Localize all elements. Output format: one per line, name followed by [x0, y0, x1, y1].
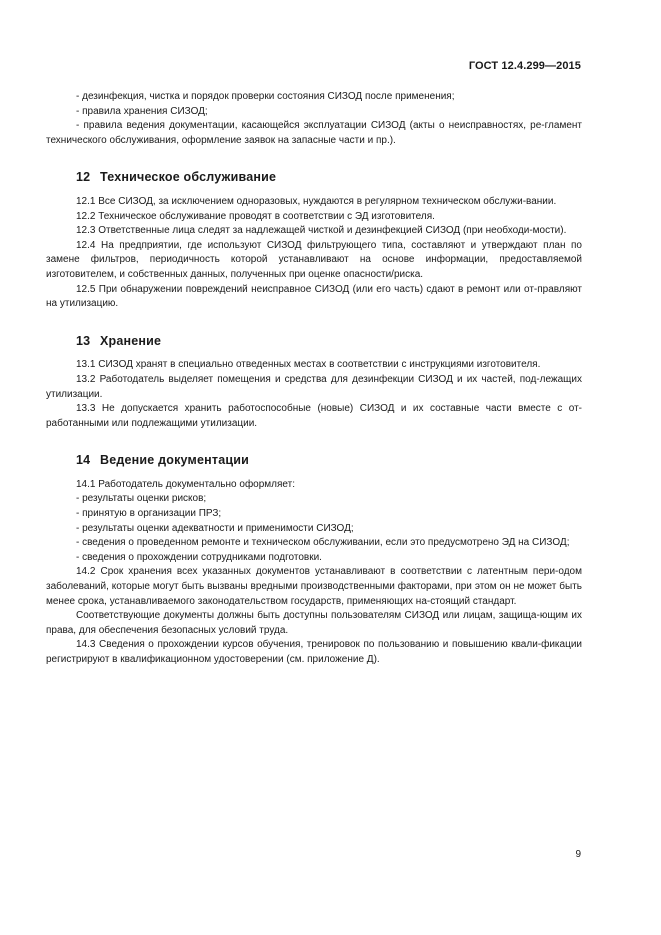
section-title: Ведение документации: [100, 453, 250, 468]
section-heading-12: [76, 170, 582, 185]
paragraph: 12.5 При обнаружении повреждений неисправное СИЗОД (или его часть) сдают в ремонт или от-правляют на утилизацию.: [46, 283, 582, 310]
section-heading-14: [76, 453, 582, 468]
section-title: Хранение: [100, 333, 162, 348]
section-number: 13: [76, 333, 91, 348]
paragraph: 13.1 СИЗОД хранят в специально отведенных местах в соответствии с инструкциями изготовителя.: [76, 359, 541, 371]
paragraph: 13.3 Не допускается хранить работоспособные (новые) СИЗОД и их составные части вместе с от-работанными или подлежащими утилизации.: [46, 403, 582, 429]
section-heading-13: [76, 334, 582, 349]
list-item: - результаты оценки рисков;: [76, 493, 207, 505]
intro-item: - правила хранения СИЗОД;: [76, 105, 208, 117]
section-number: 12: [76, 170, 91, 185]
paragraph: 12.1 Все СИЗОД, за исключением одноразовых, нуждаются в регулярном техническом обслужи-вании.: [76, 195, 557, 207]
section-title: Техническое обслуживание: [100, 170, 277, 185]
document-code: ГОСТ 12.4.299—2015: [468, 60, 581, 72]
paragraph: 14.3 Сведения о прохождении курсов обучения, тренировок по пользованию и повышению квали-фикации регистрируют в квалификационном удостоверении (см. приложение Д).: [46, 639, 582, 665]
paragraph: 12.3 Ответственные лица следят за надлежащей чисткой и дезинфекцией СИЗОД (при необходи-мости).: [76, 225, 567, 237]
paragraph: 13.2 Работодатель выделяет помещения и средства для дезинфекции СИЗОД и их частей, под-лежащих утилизации.: [46, 373, 582, 400]
paragraph: 14.2 Срок хранения всех указанных документов устанавливают в соответствии с латентным пери-одом заболеваний, которые могут быть вызваны вредными производственными факторами, при этом он не может быть менее срока, устанавливаемого законодательством государств, применяющих на-стоящий стандарт.: [46, 566, 582, 607]
document-body: [46, 90, 582, 668]
intro-item: - правила ведения документации, касающейся эксплуатации СИЗОД (акты о неисправностях, ре-гламент технического обслуживания, оформление заявок на запасные части и пр.).: [46, 120, 582, 146]
list-item: - принятую в организации ПРЗ;: [76, 508, 222, 520]
section-number: 14: [76, 453, 91, 468]
list-item: - сведения о проведенном ремонте и техническом обслуживании, если это предусмотрено ЭД на СИЗОД;: [76, 537, 570, 549]
paragraph: 14.1 Работодатель документально оформляет:: [76, 478, 296, 490]
list-item: - результаты оценки адекватности и применимости СИЗОД;: [76, 522, 354, 534]
paragraph: 12.4 На предприятии, где используют СИЗОД фильтрующего типа, составляют и утверждают план по замене фильтров, периодичность которой устанавливают на основе информации, предоставляемой изготовителем, и собственных данных, полученных при оценке опасности/риска.: [46, 239, 582, 280]
list-item: - сведения о прохождении сотрудниками подготовки.: [76, 551, 322, 563]
paragraph: Соответствующие документы должны быть доступны пользователям СИЗОД или лицам, защища-ющим их права, для обеспечения безопасных условий труда.: [46, 610, 582, 636]
page-number: 9: [575, 849, 581, 860]
intro-item: - дезинфекция, чистка и порядок проверки состояния СИЗОД после применения;: [76, 91, 455, 102]
paragraph: 12.2 Техническое обслуживание проводят в соответствии с ЭД изготовителя.: [76, 210, 435, 222]
